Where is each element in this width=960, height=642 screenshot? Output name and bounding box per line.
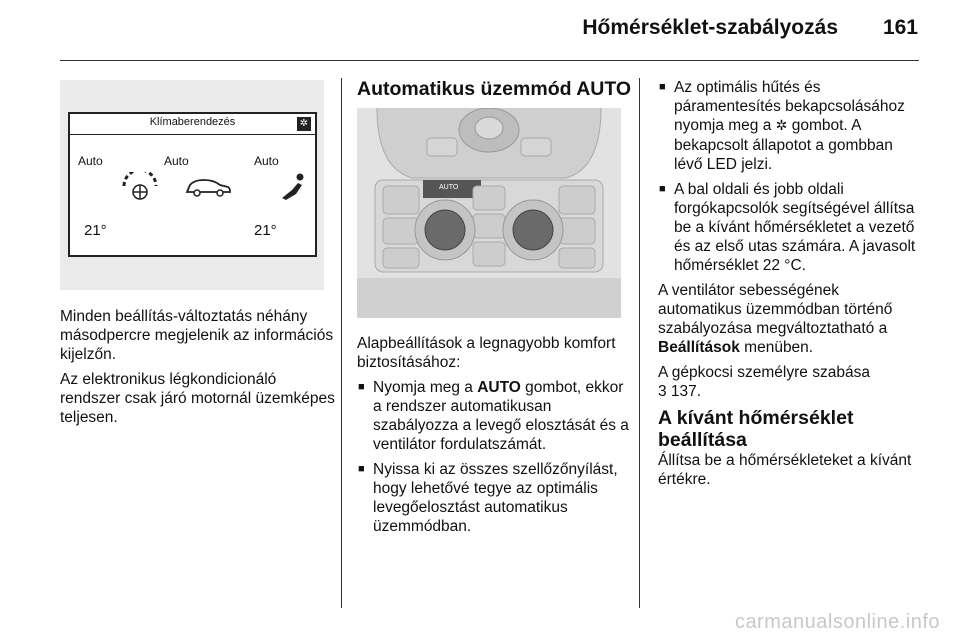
col1-paragraph-2: Az elektronikus légkondicionáló rendszer csak járó motornál üzemképes teljesen.	[60, 371, 335, 426]
settings-icon: ✲	[297, 117, 311, 131]
control-panel-photo	[357, 108, 621, 318]
seat-occupant-icon	[278, 172, 308, 202]
column-divider-1	[341, 78, 342, 608]
auto-label-fan: Auto	[78, 154, 103, 168]
col3-p1-text-b: menüben.	[739, 339, 814, 356]
display-title: Klímaberendezés	[149, 116, 236, 128]
auto-term: AUTO	[477, 379, 521, 396]
page-reference-link[interactable]: 3 137.	[658, 383, 702, 400]
auto-label-seat: Auto	[254, 154, 279, 168]
watermark: carmanualsonline.info	[734, 611, 940, 633]
col2-bullet-1-text-b: gombot, ekkor a rendszer automatikusan szabályozza a levegő elosztását és a ventilátor fordulatszámát.	[373, 379, 629, 453]
col2-intro: Alapbeállítások a legnagyobb komfort biztosításához:	[357, 335, 616, 371]
ac-snowflake-icon: ✲	[775, 118, 788, 134]
column-3	[658, 78, 923, 495]
page-number: 161	[882, 16, 918, 39]
col2-bullet-1	[357, 378, 632, 454]
col3-bullet-1-text-b: gombot. A bekapcsolt állapotot a gombban lévő LED jelzi.	[674, 117, 893, 173]
col3-bullet-1	[658, 78, 923, 174]
column-2-body	[357, 334, 632, 542]
col2-bullet-2: ■ Nyissa ki az összes szellőzőnyílást, hogy lehetővé tegye az optimális levegőelosztást automatikus üzemmódban.	[357, 460, 632, 536]
col1-paragraph-1: Minden beállítás-változtatás néhány másodpercre megjelenik az információs kijelzőn.	[60, 308, 334, 363]
header-rule	[60, 60, 919, 61]
car-airflow-icon	[184, 176, 232, 198]
column-1	[60, 307, 335, 433]
col3-paragraph-1	[658, 281, 923, 357]
climate-display-figure	[60, 80, 324, 290]
col3-paragraph-3: Állítsa be a hőmérsékleteket a kívánt értékre.	[658, 452, 912, 488]
col2-bullet-1-text-a: Nyomja meg a	[373, 379, 478, 396]
col3-bullet-1-text-a: Az optimális hűtés és páramentesítés bekapcsolásához nyomja meg a	[674, 79, 905, 134]
settings-term: Beállítások	[658, 339, 740, 356]
col3-p1-text-a: A ventilátor sebességének automatikus üzemmódban történő szabályozása megváltoztatható a	[658, 282, 893, 337]
auto-label-distribution: Auto	[164, 154, 189, 168]
column-2	[357, 78, 632, 110]
temperature-left: 21°	[84, 222, 107, 239]
col3-paragraph-2	[658, 363, 923, 401]
fan-icon	[120, 172, 160, 202]
page-header-title: Hőmérséklet-szabályozás	[582, 16, 838, 39]
col3-bullet-2: ■ A bal oldali és jobb oldali forgókapcsolók segítségével állítsa be a kívánt hőmérsékletet a vezető és az első utas számára. A javasolt hőmérséklet 22 °C.	[658, 180, 923, 275]
column-divider-2	[639, 78, 640, 608]
temperature-right: 21°	[254, 222, 277, 239]
auto-button: AUTO	[439, 184, 459, 191]
section-heading-temperature: A kívánt hőmérséklet beállítása	[658, 407, 854, 451]
col3-p2-text: A gépkocsi személyre szabása	[658, 364, 870, 381]
control-panel-illustration	[357, 108, 621, 318]
display-screen	[68, 112, 317, 257]
section-heading-auto: Automatikus üzemmód AUTO	[357, 78, 632, 100]
display-title-rule	[70, 134, 315, 135]
